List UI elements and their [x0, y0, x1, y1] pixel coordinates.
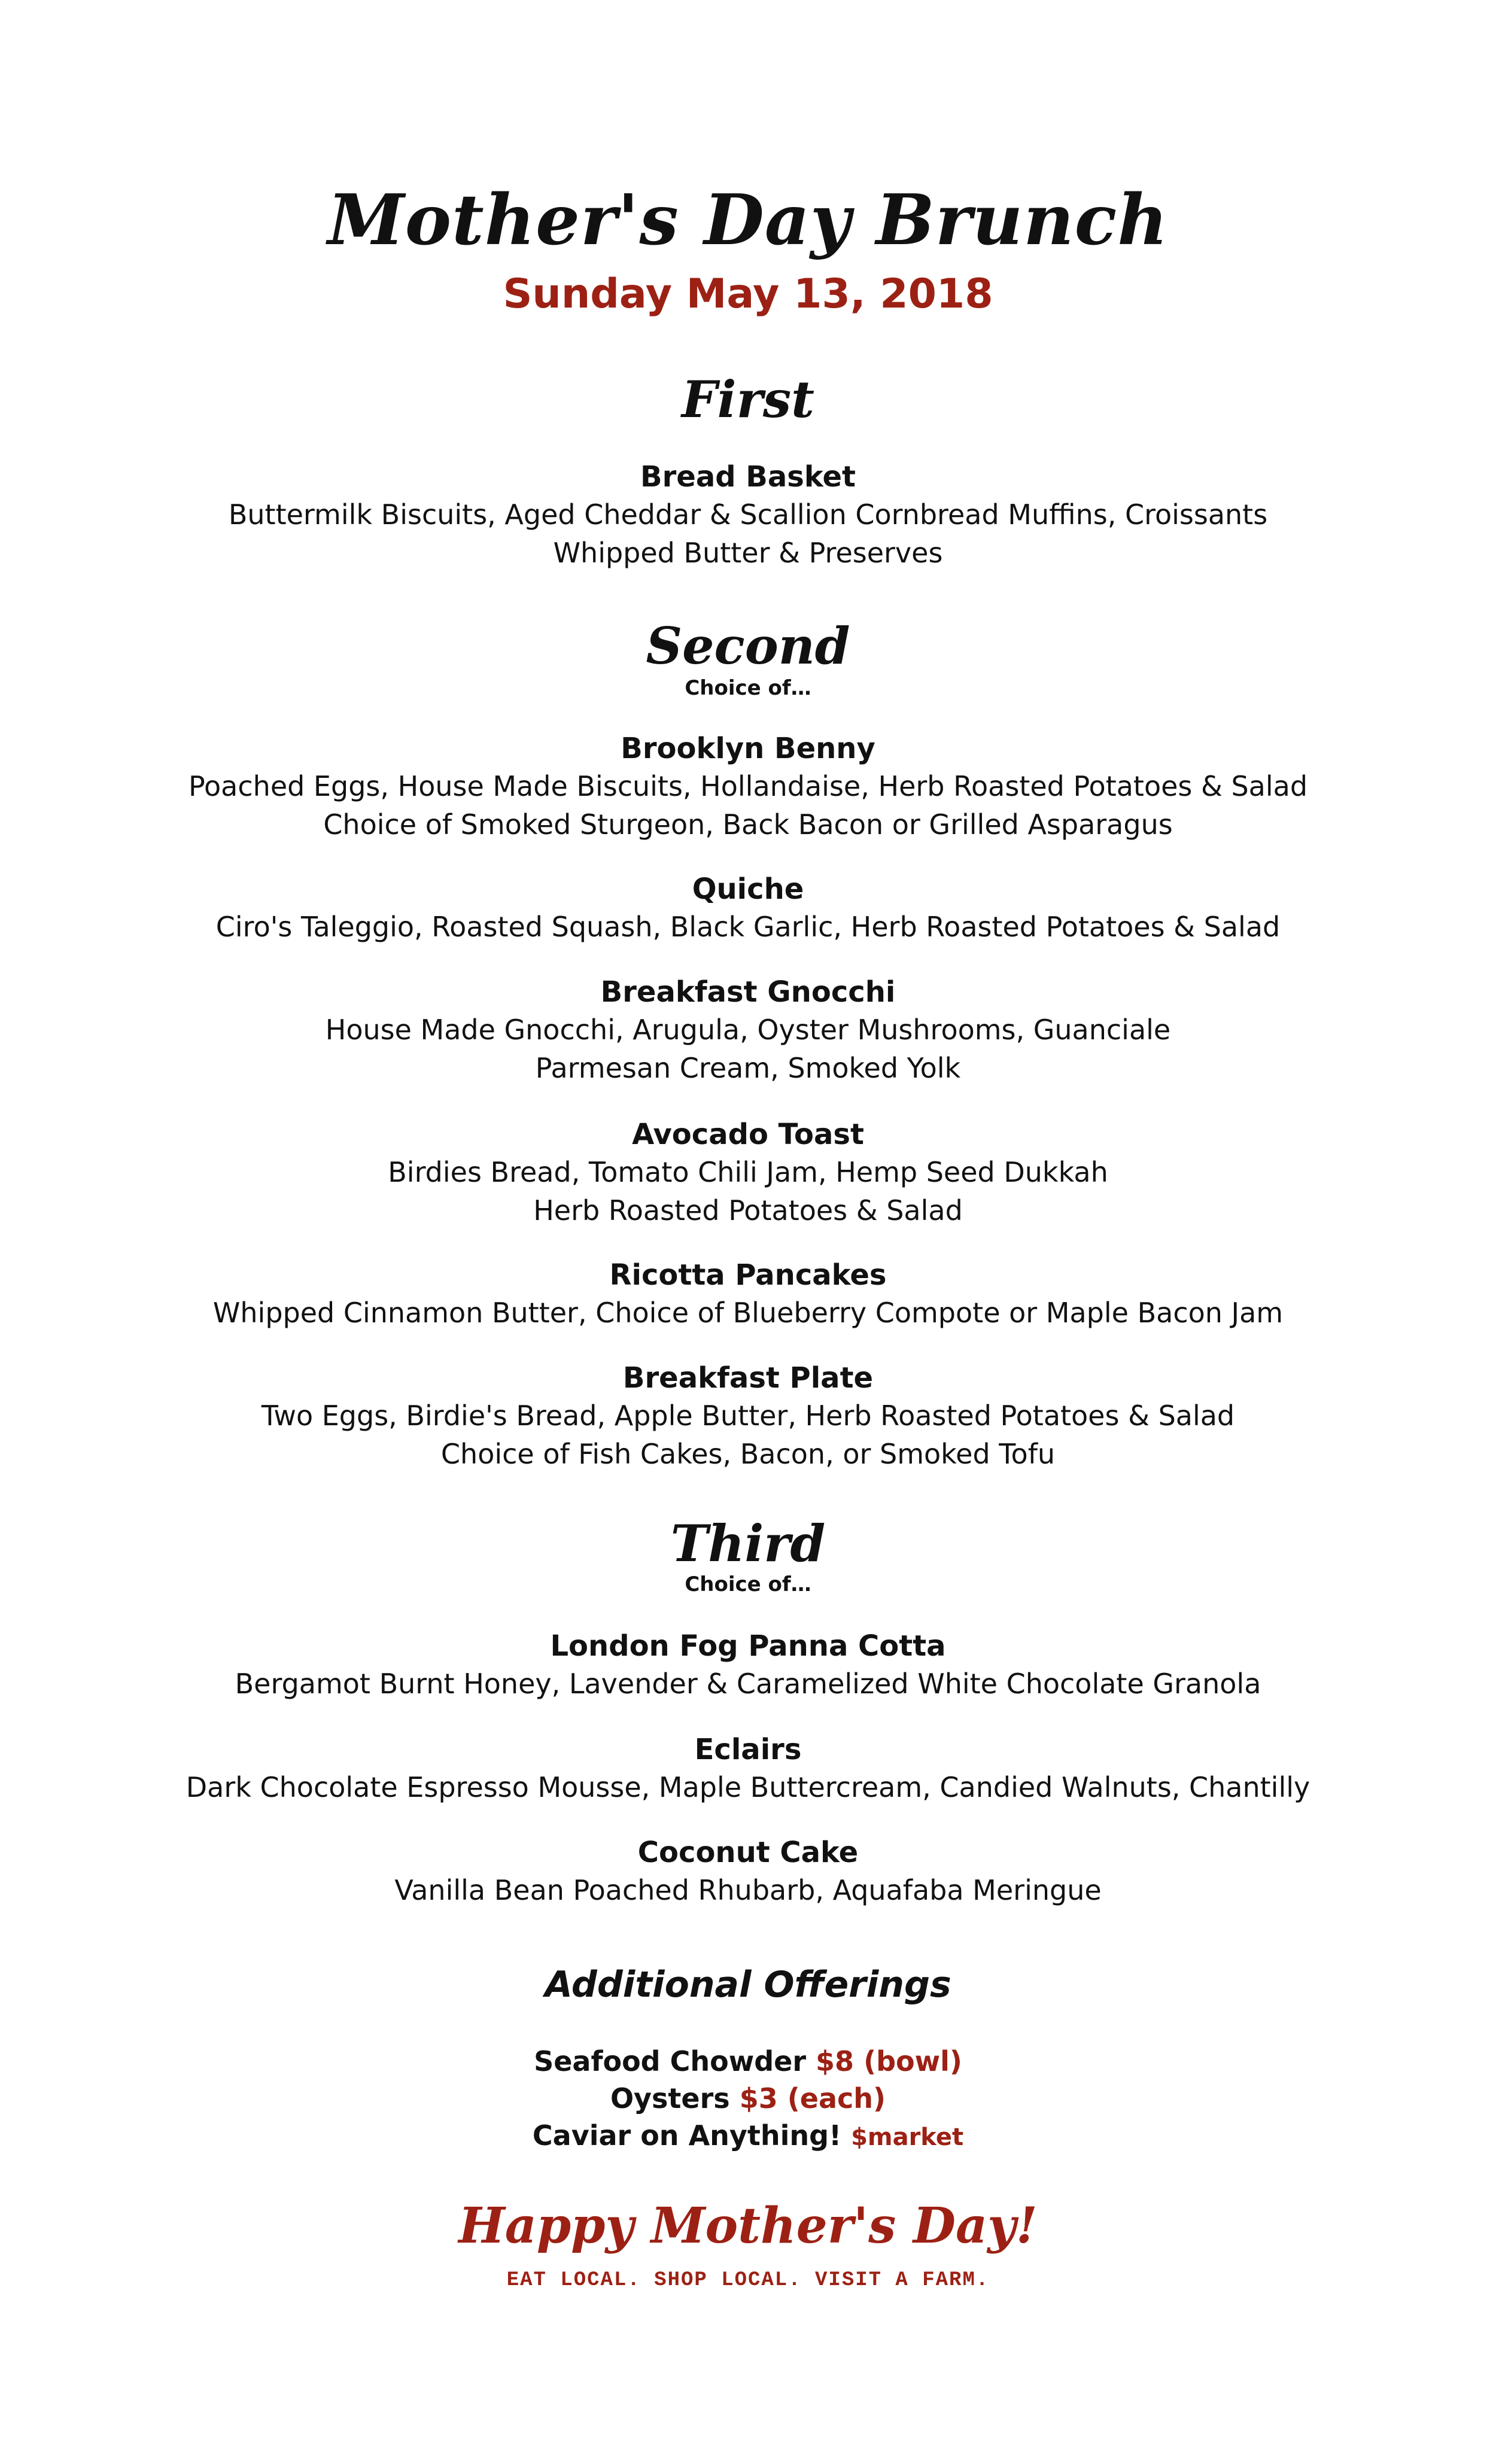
footer-tagline: EAT LOCAL. SHOP LOCAL. VISIT A FARM. [506, 2269, 990, 2292]
item-name: Ricotta Pancakes [609, 1258, 887, 1292]
offer-name: Oysters [610, 2082, 730, 2115]
item-desc-line: Parmesan Cream, Smoked Yolk [535, 1052, 961, 1084]
offer-price: $market [851, 2124, 964, 2151]
menu-item-brooklyn-benny [0, 730, 1496, 844]
menu-item-panna-cotta [0, 1628, 1496, 1703]
menu-item-breakfast-gnocchi [0, 974, 1496, 1087]
item-name: London Fog Panna Cotta [550, 1629, 946, 1663]
menu-item-bread-basket [0, 458, 1496, 572]
menu-title: Mother's Day Brunch [327, 180, 1169, 261]
offer-name: Caviar on Anything! [532, 2119, 842, 2152]
offer-price: $8 (bowl) [816, 2045, 962, 2077]
item-name: Brooklyn Benny [621, 732, 875, 765]
event-date: Sunday May 13, 2018 [503, 270, 993, 318]
item-desc-line: House Made Gnocchi, Arugula, Oyster Mushrooms, Guanciale [325, 1014, 1171, 1046]
item-desc-line: Herb Roasted Potatoes & Salad [533, 1194, 963, 1227]
section-second-choice: Choice of… [685, 676, 811, 700]
item-desc-line: Bergamot Burnt Honey, Lavender & Caramelized White Chocolate Granola [235, 1668, 1261, 1700]
item-desc-line: Whipped Cinnamon Butter, Choice of Blueberry Compote or Maple Bacon Jam [212, 1297, 1284, 1329]
item-desc-line: Two Eggs, Birdie's Bread, Apple Butter, Herb Roasted Potatoes & Salad [261, 1400, 1235, 1432]
item-name: Breakfast Gnocchi [600, 975, 896, 1009]
item-name: Coconut Cake [637, 1836, 859, 1869]
menu-item-coconut-cake [0, 1834, 1496, 1909]
item-desc-line: Whipped Butter & Preserves [553, 537, 943, 569]
menu-item-breakfast-plate [0, 1359, 1496, 1473]
section-third-heading: Third [670, 1514, 826, 1573]
menu-item-avocado-toast [0, 1116, 1496, 1230]
item-desc-line: Dark Chocolate Espresso Mousse, Maple Buttercream, Candied Walnuts, Chantilly [186, 1771, 1310, 1803]
footer-greeting: Happy Mother's Day! [458, 2197, 1038, 2255]
item-name: Eclairs [694, 1733, 802, 1766]
item-desc-line: Vanilla Bean Poached Rhubarb, Aquafaba Meringue [394, 1874, 1102, 1906]
item-name: Breakfast Plate [622, 1361, 874, 1395]
offer-caviar [0, 2119, 1496, 2152]
item-desc-line: Poached Eggs, House Made Biscuits, Hollandaise, Herb Roasted Potatoes & Salad [188, 770, 1308, 802]
item-desc-line: Birdies Bread, Tomato Chili Jam, Hemp Seed Dukkah [388, 1156, 1108, 1188]
item-desc-line: Buttermilk Biscuits, Aged Cheddar & Scallion Cornbread Muffins, Croissants [228, 498, 1268, 531]
item-name: Quiche [692, 872, 804, 906]
item-desc-line: Choice of Smoked Sturgeon, Back Bacon or Grilled Asparagus [323, 808, 1173, 841]
item-desc-line: Ciro's Taleggio, Roasted Squash, Black Garlic, Herb Roasted Potatoes & Salad [215, 911, 1281, 943]
section-second-heading: Second [646, 616, 850, 676]
offer-seafood-chowder [0, 2045, 1496, 2077]
item-name: Avocado Toast [632, 1118, 864, 1151]
item-name: Bread Basket [640, 460, 856, 494]
menu-item-eclairs [0, 1731, 1496, 1806]
offer-name: Seafood Chowder [534, 2045, 807, 2077]
section-third-choice: Choice of… [685, 1572, 811, 1596]
section-first-heading: First [682, 370, 814, 429]
menu-item-ricotta-pancakes [0, 1257, 1496, 1332]
additional-offerings-heading: Additional Offerings [545, 1964, 951, 2006]
offer-price: $3 (each) [739, 2082, 886, 2115]
menu-item-quiche [0, 871, 1496, 946]
item-desc-line: Choice of Fish Cakes, Bacon, or Smoked Tofu [440, 1438, 1056, 1470]
offer-oysters [0, 2082, 1496, 2115]
